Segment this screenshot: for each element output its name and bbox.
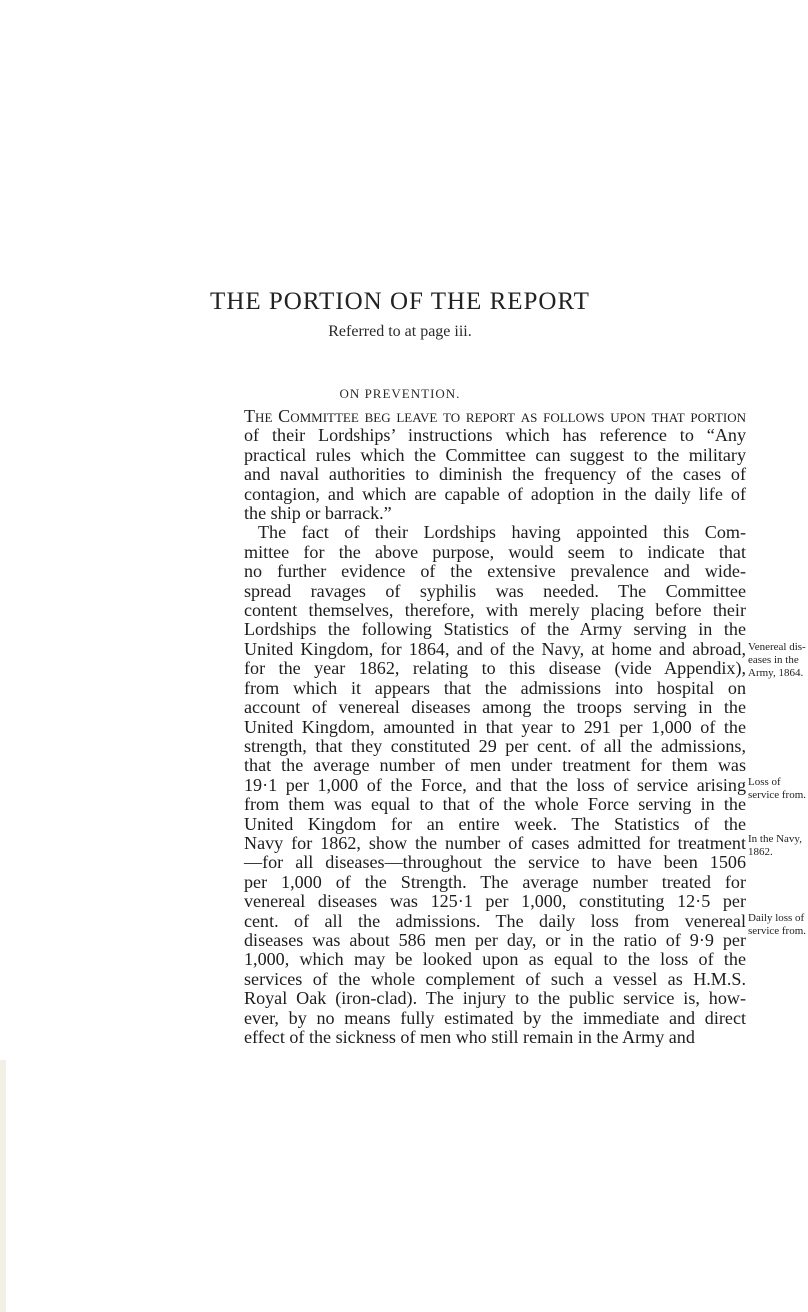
section-heading: ON PREVENTION. <box>339 386 461 401</box>
margin-note-venereal-army <box>748 641 808 680</box>
body-line: content themselves, therefore, with merely placing before their <box>244 600 746 621</box>
margin-note-navy <box>748 833 808 859</box>
body-line: effect of the sickness of men who still remain in the Army and <box>244 1027 695 1047</box>
body-line: practical rules which the Committee can suggest to the military <box>244 444 746 465</box>
page-title: THE PORTION OF THE REPORT <box>210 288 590 315</box>
margin-note-line: Venereal dis- <box>748 641 806 653</box>
body-line: no further evidence of the extensive prevalence and wide- <box>244 561 746 582</box>
body-line: Navy for 1862, show the number of cases admitted for treatment <box>244 832 746 853</box>
body-line: —for all diseases—throughout the service to have been 1506 <box>244 852 746 873</box>
body-line: venereal diseases was 125·1 per 1,000, constituting 12·5 per <box>244 891 746 912</box>
body-line: contagion, and which are capable of adoption in the daily life of <box>244 483 746 504</box>
margin-note-line: eases in the <box>748 654 799 666</box>
body-line: diseases was about 586 men per day, or in the ratio of 9·9 per <box>244 929 746 950</box>
margin-note-line: Daily loss of <box>748 912 805 924</box>
body-line: The Committee beg leave to report as follows upon that portion <box>244 406 746 426</box>
body-line: the ship or barrack.” <box>244 503 392 524</box>
body-line: per 1,000 of the Strength. The average number treated for <box>244 871 746 892</box>
body-line: spread ravages of syphilis was needed. The Committee <box>244 580 746 601</box>
body-line: from them was equal to that of the whole Force serving in the <box>244 794 746 815</box>
body-line: United Kingdom for an entire week. The Statistics of the <box>244 813 746 834</box>
body-line: from which it appears that the admissions into hospital on <box>244 677 746 698</box>
body-line: mittee for the above purpose, would seem to indicate that <box>244 541 746 562</box>
margin-note-daily-loss <box>748 912 808 938</box>
body-line: of their Lordships’ instructions which has reference to “Any <box>244 425 746 446</box>
margin-note-line: In the Navy, <box>748 833 802 845</box>
body-line: United Kingdom, for 1864, and of the Navy, at home and abroad, <box>244 638 746 659</box>
margin-note-line: Loss of <box>748 776 781 788</box>
body-line: account of venereal diseases among the troops serving in the <box>244 697 746 718</box>
body-line: services of the whole complement of such a vessel as H.M.S. <box>244 968 746 989</box>
body-line: ever, by no means fully estimated by the immediate and direct <box>244 1007 746 1028</box>
margin-note-line: service from. <box>748 925 807 937</box>
body-line: 19·1 per 1,000 of the Force, and that the loss of service arising <box>244 774 746 795</box>
body-line: Royal Oak (iron-clad). The injury to the public service is, how- <box>244 988 746 1009</box>
body-line: Lordships the following Statistics of the Army serving in the <box>244 619 746 640</box>
margin-note-line: Army, 1864. <box>748 667 804 679</box>
report-body <box>244 407 746 1047</box>
body-line: strength, that they constituted 29 per cent. of all the admissions, <box>244 735 746 756</box>
body-line: The fact of their Lordships having appointed this Com- <box>258 522 746 543</box>
margin-note-line: service from. <box>748 789 807 801</box>
body-line: cent. of all the admissions. The daily loss from venereal <box>244 910 746 931</box>
body-line: United Kingdom, amounted in that year to 291 per 1,000 of the <box>244 716 746 737</box>
page-edge-shadow <box>0 1060 6 1312</box>
margin-note-loss <box>748 776 808 802</box>
body-line: and naval authorities to diminish the frequency of the cases of <box>244 464 746 485</box>
page-subtitle: Referred to at page iii. <box>328 323 472 340</box>
body-line: 1,000, which may be looked upon as equal to the loss of the <box>244 949 746 970</box>
body-line: for the year 1862, relating to this disease (vide Appendix), <box>244 658 746 679</box>
body-line: that the average number of men under treatment for them was <box>244 755 746 776</box>
margin-note-line: 1862. <box>748 846 773 858</box>
